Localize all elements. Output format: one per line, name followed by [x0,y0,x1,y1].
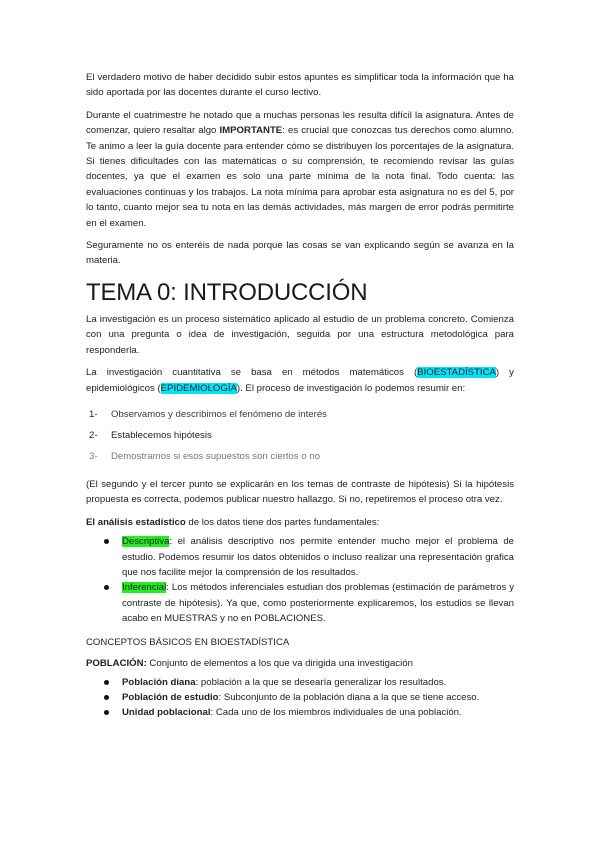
highlight-inferencial: Inferencial [122,582,167,594]
analysis-rest: de los datos tiene dos partes fundamentales: [185,516,380,528]
definition-text: : Subconjunto de la población diana a la que se tiene acceso. [218,692,480,704]
list-item [86,534,514,580]
step-number: 3- [89,450,98,462]
step-number: 2- [89,429,98,441]
tema-p2-text-c: ). El proceso de investigación lo podemos resumir en: [236,382,466,394]
tema-paragraph-2 [86,365,514,396]
bullet-icon [104,695,109,700]
intro-p2-text-b: : es crucial que conozcas tus derechos como alumno. Te animo a leer la guía docente para entender cómo se distribuyen los porcentajes de la asignatura. Si tienes dificultades con las matemáticas o su comprensión, te recomiendo revisar las guías docentes, ya que el examen es solo una parte mínima de la nota final. Todo cuenta: las evaluaciones continuas y los trabajos. La nota mínima para aprobar esta asignatura no es del 5, por lo tanto, cuanto mejor sea tu nota en las demás actividades, más margen de error podrás permitirte en el examen. [86,125,514,229]
poblacion-bold: POBLACIÓN: [86,657,147,669]
bullet-icon [104,539,109,544]
definition-term: Población diana [122,677,196,689]
highlight-epidemiologia: EPIDEMIOLOGÍA [160,382,237,394]
list-item [86,425,514,446]
definition-term: Población de estudio [122,692,219,704]
tema-paragraph-3: (El segundo y el tercer punto se explicarán en los temas de contraste de hipótesis) Si la hipótesis propuesta es correcta, podemos publicar nuestro hallazgo. Si no, repetiremos el proceso otra vez. [86,478,514,506]
intro-paragraph-1: El verdadero motivo de haber decidido subir estos apuntes es simplificar toda la información que ha sido aportada por las docentes durante el curso lectivo. [86,72,514,99]
step-number: 1- [89,408,98,420]
intro-paragraph-3: Seguramente no os enteréis de nada porque las cosas se van explicando según se avanza en la materia. [86,240,514,267]
poblacion-rest: Conjunto de elementos a los que va dirigida una investigación [146,657,413,669]
tema-p2-text-b: ) y epidemiológicos ( [86,367,514,394]
definition-text: : Cada uno de los miembros individuales de una población. [210,707,462,719]
list-item [86,690,514,705]
process-steps-list [86,404,514,467]
highlight-bioestadistica: BIOESTADÍSTICA [417,367,496,379]
intro-paragraph-2 [86,108,514,231]
tema-p2-text-a: La investigación cuantitativa se basa en métodos matemáticos ( [86,367,418,379]
definitions-list [86,675,514,720]
tema-paragraph-1: La investigación es un proceso sistemático aplicado al estudio de un problema concreto. Comienza con una pregunta o idea de investigación, seguida por una estructura metodológica para responderla. [86,313,514,356]
list-item [86,675,514,690]
list-item [86,446,514,467]
analysis-list [86,534,514,626]
step-text: Establecemos hipótesis [111,429,212,441]
definition-text: : población a la que se desearía generalizar los resultados. [195,677,447,689]
list-item [86,404,514,425]
highlight-descriptiva: Descriptiva [122,536,170,548]
step-text: Observamos y describimos el fenómeno de interés [111,408,327,420]
section-title: TEMA 0: INTRODUCCIÓN [86,278,368,306]
intro-p2-text-a: Durante el cuatrimestre he notado que a muchas personas les resulta difícil la asignatura. Antes de comenzar, quiero resaltar algo [86,109,514,137]
list-item [86,705,514,720]
page-content [86,70,514,720]
bullet-icon [104,710,109,715]
bullet-icon [104,585,109,590]
step-text: Demostramos si esos supuestos son ciertos o no [111,450,321,462]
tema-paragraph-4 [86,515,514,530]
concepts-heading: CONCEPTOS BÁSICOS EN BIOESTADÍSTICA [86,636,290,648]
list-item [86,580,514,626]
definition-term: Unidad poblacional [122,707,211,719]
poblacion-definition [86,656,514,671]
analysis-text: : Los métodos inferenciales estudian dos problemas (estimación de parámetros y contraste de hipótesis). Ya que, como posteriormente explicaremos, los estudios se llevan acabo en MUESTRAS y no en POBLACIONES. [122,582,514,625]
bullet-icon [104,680,109,685]
analysis-text: : el análisis descriptivo nos permite entender mucho mejor el problema de estudio. Podemos resumir los datos obtenidos o incluso realizar una representación grafica que nos facilite mejor la comprensión de los resultados. [122,536,514,578]
analysis-bold: El análisis estadístico [86,516,186,528]
important-bold: IMPORTANTE [219,125,283,137]
